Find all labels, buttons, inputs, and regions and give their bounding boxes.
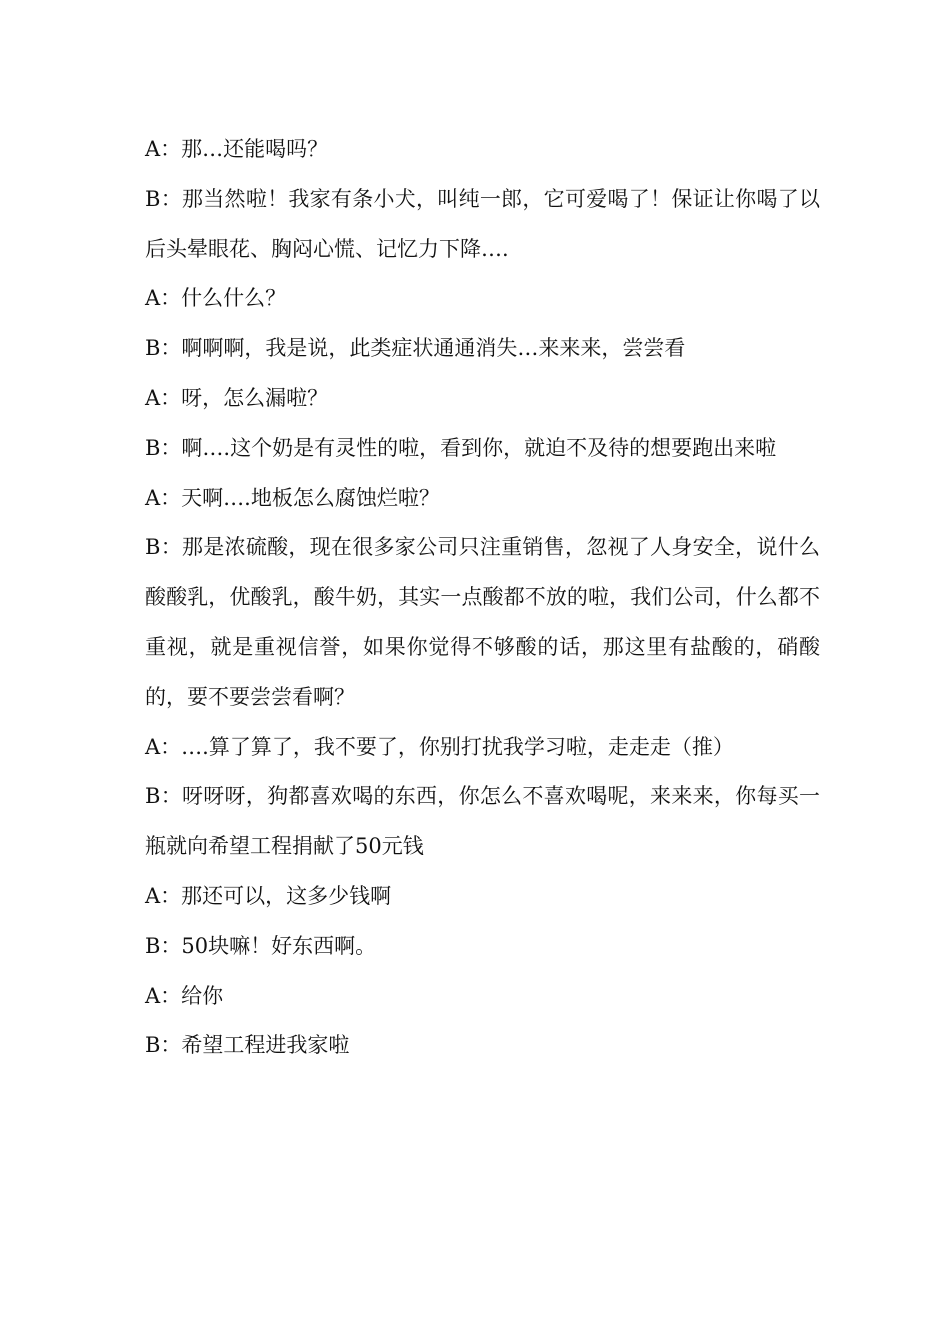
dialogue-line-a: A：….算了算了，我不要了，你别打扰我学习啦，走走走（推）	[145, 734, 734, 759]
dialogue-line-b: B：那当然啦！我家有条小犬，叫纯一郎，它可爱喝了！保证让你喝了以后头晕眼花、胸闷心慌、记忆力下降….	[145, 186, 820, 261]
dialogue-line-b: B：啊….这个奶是有灵性的啦，看到你，就迫不及待的想要跑出来啦	[145, 435, 777, 460]
dialogue-line-b: B：呀呀呀，狗都喜欢喝的东西，你怎么不喜欢喝呢，来来来，你每买一瓶就向希望工程捐献了50元钱	[145, 784, 820, 859]
dialogue-line-a: A：呀，怎么漏啦？	[145, 385, 329, 410]
dialogue-line-a: A：那还可以，这多少钱啊	[145, 883, 392, 908]
dialogue-line-b: B：50块嘛！好东西啊。	[145, 933, 377, 958]
dialogue-line-a: A：给你	[145, 983, 224, 1008]
dialogue-text	[145, 125, 820, 1071]
dialogue-line-a: A：那…还能喝吗？	[145, 137, 329, 161]
dialogue-line-b: B：那是浓硫酸，现在很多家公司只注重销售，忽视了人身安全，说什么酸酸乳，优酸乳，酸牛奶，其实一点酸都不放的啦，我们公司，什么都不重视，就是重视信誉，如果你觉得不够酸的话，那这里有盐酸的，硝酸的，要不要尝尝看啊？	[145, 535, 820, 709]
dialogue-line-b: B：啊啊啊，我是说，此类症状通通消失…来来来，尝尝看	[145, 336, 686, 361]
dialogue-line-a: A：天啊….地板怎么腐蚀烂啦？	[145, 485, 440, 510]
dialogue-line-a: A：什么什么？	[145, 286, 287, 311]
dialogue-line-b: B：希望工程进我家啦	[145, 1033, 350, 1058]
